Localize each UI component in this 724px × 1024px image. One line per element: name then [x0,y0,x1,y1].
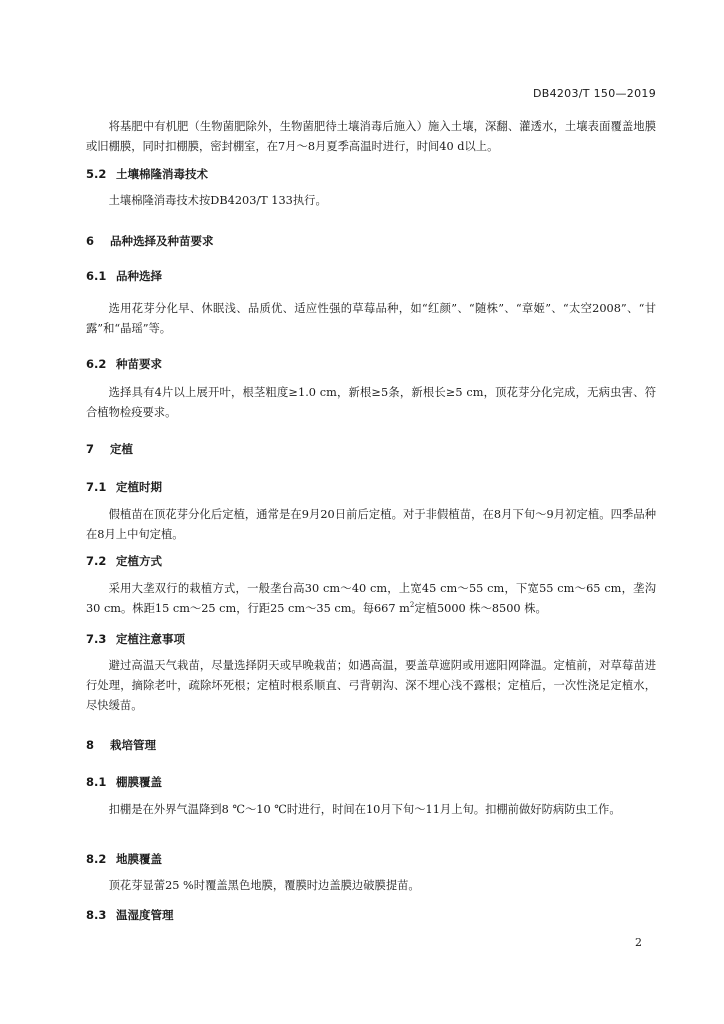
planting-method-text: 采用大垄双行的栽植方式，一般垄台高30 cm～40 cm，上宽45 cm～55 cm，下宽55 cm～65 cm，垄沟30 cm。株距15 cm～25 cm，行距25 cm～35 cm。每667 m [86,582,656,615]
section-heading-7 [86,441,133,457]
section-heading-8 [86,737,156,753]
paragraph-base-fertilizer: 将基肥中有机肥（生物菌肥除外，生物菌肥待土壤消毒后施入）施入土壤，深翻、灌透水，土壤表面覆盖地膜或旧棚膜，同时扣棚膜，密封棚室，在7月～8月夏季高温时进行，时间40 d以上。 [86,120,656,153]
section-heading-6-2 [86,356,162,372]
section-title: 定植 [110,442,134,456]
section-heading-5-2 [86,166,208,182]
paragraph-planting-period: 假植苗在顶花芽分化后定植，通常是在9月20日前后定植。对于非假植苗，在8月下旬～9月初定植。四季品种在8月上中旬定植。 [86,508,656,541]
paragraph-seedling-requirements: 选择具有4片以上展开叶，根茎粗度≥1.0 cm，新根≥5条，新根长≥5 cm，顶花芽分化完成，无病虫害、符合植物检疫要求。 [86,386,656,419]
planting-method-text-end: 定植5000 株～8500 株。 [414,602,547,615]
paragraph-planting-notes: 避过高温天气栽苗，尽量选择阴天或早晚栽苗；如遇高温，要盖草遮阴或用遮阳网降温。定植前，对草莓苗进行处理，摘除老叶，疏除坏死根；定植时根系顺直、弓背朝沟、深不埋心浅不露根；定植后，一次性浇足定植水，尽快缓苗。 [86,659,656,712]
section-heading-8-2 [86,851,162,867]
section-heading-6 [86,233,214,249]
section-number: 6.1 [86,269,107,283]
paragraph-dazomet: 土壤棉隆消毒技术按DB4203/T 133执行。 [108,194,327,207]
paragraph-ground-film: 顶花芽显蕾25 %时覆盖黑色地膜，覆膜时边盖膜边破膜提苗。 [108,879,420,892]
section-number: 8.1 [86,775,107,789]
section-heading-7-2 [86,553,162,569]
section-title: 温湿度管理 [116,908,174,922]
section-number: 7.1 [86,480,107,494]
section-heading-8-3 [86,907,174,923]
paragraph-shed-film: 扣棚是在外界气温降到8 ℃～10 ℃时进行，时间在10月下旬～11月上旬。扣棚前做好防病防虫工作。 [108,803,621,816]
section-title: 地膜覆盖 [116,852,163,866]
section-title: 定植方式 [116,554,163,568]
section-number: 8 [86,738,95,752]
section-title: 定植注意事项 [116,632,186,646]
section-number: 7.3 [86,632,107,646]
section-title: 栽培管理 [110,738,157,752]
section-title: 定植时期 [116,480,163,494]
paragraph-variety-selection: 选用花芽分化早、休眠浅、品质优、适应性强的草莓品种，如“红颜”、“随株”、“章姬”、“太空2008”、“甘露”和“晶瑶”等。 [86,302,656,335]
section-title: 土壤棉隆消毒技术 [116,167,209,181]
superscript: 2 [409,601,415,610]
section-heading-8-1 [86,774,162,790]
section-heading-7-3 [86,631,185,647]
section-heading-7-1 [86,479,162,495]
section-number: 6 [86,234,95,248]
section-number: 7.2 [86,554,107,568]
page-number: 2 [635,936,642,949]
section-number: 8.2 [86,852,107,866]
section-title: 棚膜覆盖 [116,775,163,789]
paragraph-planting-method [86,579,656,619]
document-code-header: DB4203/T 150—2019 [532,87,656,100]
section-number: 5.2 [86,167,107,181]
section-heading-6-1 [86,268,162,284]
section-number: 7 [86,442,95,456]
section-title: 种苗要求 [116,357,163,371]
section-title: 品种选择及种苗要求 [110,234,214,248]
section-title: 品种选择 [116,269,163,283]
section-number: 8.3 [86,908,107,922]
section-number: 6.2 [86,357,107,371]
